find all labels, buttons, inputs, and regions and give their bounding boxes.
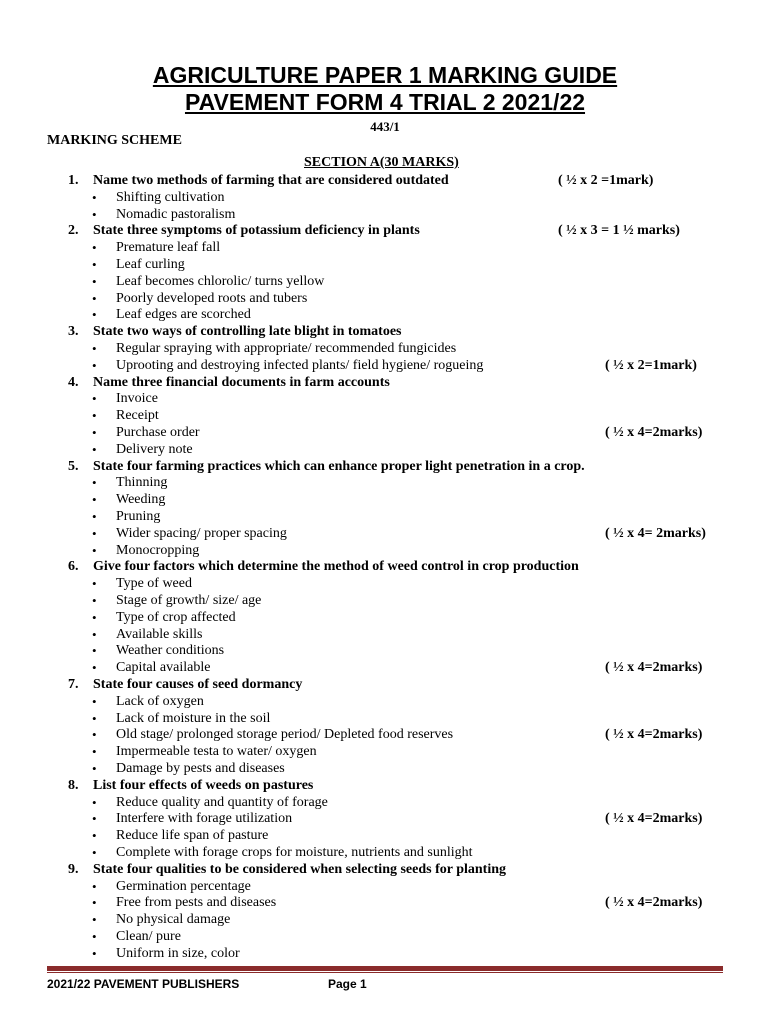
question-number: 5. bbox=[68, 458, 79, 474]
question-text: State four farming practices which can enhance proper light penetration in a crop. bbox=[93, 458, 585, 474]
answer-item bbox=[0, 743, 770, 760]
bullet-icon: • bbox=[92, 845, 97, 860]
answer-text: Purchase order bbox=[116, 425, 200, 440]
answer-text: Complete with forage crops for moisture, nutrients and sunlight bbox=[116, 845, 473, 860]
question-row bbox=[0, 861, 770, 878]
answer-item bbox=[0, 844, 770, 861]
answer-item bbox=[0, 189, 770, 206]
bullet-icon: • bbox=[92, 542, 97, 558]
answer-text: Thinning bbox=[116, 475, 168, 491]
question-number: 6. bbox=[68, 559, 79, 575]
answer-text: Regular spraying with appropriate/ recommended fungicides bbox=[116, 341, 457, 356]
question-row bbox=[0, 558, 770, 575]
answer-item bbox=[0, 794, 770, 811]
bullet-icon: • bbox=[92, 441, 97, 457]
question-row bbox=[0, 374, 770, 391]
answer-item bbox=[0, 693, 770, 710]
footer-divider bbox=[47, 966, 723, 971]
answer-text: Monocropping bbox=[116, 542, 200, 558]
mark-allocation: ( ½ x 2=1mark) bbox=[605, 357, 697, 373]
footer-publisher: 2021/22 PAVEMENT PUBLISHERS bbox=[47, 977, 240, 991]
question-number: 2. bbox=[68, 223, 79, 239]
bullet-icon: • bbox=[92, 693, 97, 709]
marking-scheme-label: MARKING SCHEME bbox=[47, 133, 182, 148]
answer-item bbox=[0, 928, 770, 945]
bullet-icon: • bbox=[92, 945, 97, 961]
bullet-icon: • bbox=[92, 929, 97, 944]
question-number: 1. bbox=[68, 173, 79, 188]
answer-text: Uniform in size, color bbox=[116, 945, 240, 961]
answer-text: Lack of oxygen bbox=[116, 693, 204, 709]
answer-item bbox=[0, 542, 770, 559]
answer-item bbox=[0, 911, 770, 928]
bullet-icon: • bbox=[92, 609, 97, 625]
question-row bbox=[0, 458, 770, 475]
footer-divider-thin bbox=[47, 972, 723, 973]
bullet-icon: • bbox=[92, 189, 97, 205]
footer-page-number: Page 1 bbox=[328, 977, 367, 991]
answer-item bbox=[0, 626, 770, 643]
question-row bbox=[0, 323, 770, 340]
question-number: 9. bbox=[68, 861, 79, 877]
answer-item bbox=[0, 474, 770, 491]
bullet-icon: • bbox=[92, 794, 97, 810]
answer-item bbox=[0, 710, 770, 727]
answer-text: Capital available bbox=[116, 660, 211, 676]
mark-allocation: ( ½ x 4=2marks) bbox=[605, 425, 703, 440]
mark-allocation: ( ½ x 4= 2marks) bbox=[605, 525, 706, 541]
bullet-icon: • bbox=[92, 828, 97, 844]
bullet-icon: • bbox=[92, 257, 97, 272]
answer-text: Damage by pests and diseases bbox=[116, 761, 285, 776]
question-number: 3. bbox=[68, 324, 79, 340]
answer-text: Invoice bbox=[116, 391, 158, 407]
bullet-icon: • bbox=[92, 273, 97, 289]
answer-item bbox=[0, 945, 770, 962]
answer-text: Leaf becomes chlorolic/ turns yellow bbox=[116, 273, 325, 289]
bullet-icon: • bbox=[92, 206, 97, 222]
answer-text: Poorly developed roots and tubers bbox=[116, 290, 308, 306]
paper-code: 443/1 bbox=[370, 119, 400, 134]
question-text: State four qualities to be considered when selecting seeds for planting bbox=[93, 861, 507, 877]
bullet-icon: • bbox=[92, 240, 97, 256]
answer-text: Germination percentage bbox=[116, 878, 251, 894]
answer-item bbox=[0, 407, 770, 424]
bullet-icon: • bbox=[92, 878, 97, 894]
question-number: 8. bbox=[68, 777, 79, 793]
answer-item bbox=[0, 575, 770, 592]
bullet-icon: • bbox=[92, 710, 97, 726]
answer-text: Available skills bbox=[116, 626, 203, 642]
answer-text: Weeding bbox=[116, 492, 166, 508]
answer-text: Leaf edges are scorched bbox=[116, 307, 251, 323]
question-row bbox=[0, 676, 770, 693]
answer-text: Lack of moisture in the soil bbox=[116, 710, 271, 726]
bullet-icon: • bbox=[92, 912, 97, 928]
question-number: 4. bbox=[68, 374, 79, 390]
question-text: Give four factors which determine the method of weed control in crop production bbox=[93, 559, 579, 575]
answer-item bbox=[0, 508, 770, 525]
question-text: State three symptoms of potassium deficiency in plants bbox=[93, 223, 420, 239]
bullet-icon: • bbox=[92, 425, 97, 440]
answer-text: Free from pests and diseases bbox=[116, 895, 277, 911]
answer-item bbox=[0, 239, 770, 256]
bullet-icon: • bbox=[92, 643, 97, 659]
answer-item bbox=[0, 592, 770, 609]
question-text: State two ways of controlling late blight in tomatoes bbox=[93, 324, 402, 340]
answer-item bbox=[0, 306, 770, 323]
bullet-icon: • bbox=[92, 660, 97, 676]
bullet-icon: • bbox=[92, 492, 97, 508]
bullet-icon: • bbox=[92, 290, 97, 306]
answer-text: No physical damage bbox=[116, 912, 231, 928]
answer-item bbox=[0, 642, 770, 659]
answer-text: Uprooting and destroying infected plants/ field hygiene/ rogueing bbox=[116, 357, 484, 373]
answer-text: Impermeable testa to water/ oxygen bbox=[116, 744, 317, 760]
answer-text: Reduce life span of pasture bbox=[116, 828, 269, 844]
answer-text: Type of weed bbox=[116, 576, 192, 592]
bullet-icon: • bbox=[92, 391, 97, 407]
answer-item bbox=[0, 609, 770, 626]
answer-text: Weather conditions bbox=[116, 643, 225, 659]
answer-text: Delivery note bbox=[116, 441, 193, 457]
answer-text: Pruning bbox=[116, 509, 161, 524]
answer-text: Old stage/ prolonged storage period/ Depleted food reserves bbox=[116, 727, 454, 743]
answer-text: Clean/ pure bbox=[116, 929, 181, 944]
answer-text: Premature leaf fall bbox=[116, 240, 221, 256]
answer-text: Shifting cultivation bbox=[116, 189, 225, 205]
title-line-1: AGRICULTURE PAPER 1 MARKING GUIDE bbox=[152, 62, 618, 88]
mark-allocation: ( ½ x 4=2marks) bbox=[605, 727, 703, 743]
bullet-icon: • bbox=[92, 525, 97, 541]
answer-text: Wider spacing/ proper spacing bbox=[116, 525, 287, 541]
title-line-2: PAVEMENT FORM 4 TRIAL 2 2021/22 bbox=[184, 89, 586, 115]
bullet-icon: • bbox=[92, 744, 97, 760]
bullet-icon: • bbox=[92, 727, 97, 743]
mark-allocation: ( ½ x 4=2marks) bbox=[605, 811, 703, 827]
bullet-icon: • bbox=[92, 761, 97, 776]
answer-text: Leaf curling bbox=[116, 257, 185, 272]
bullet-icon: • bbox=[92, 357, 97, 373]
answer-item bbox=[0, 878, 770, 895]
question-text: List four effects of weeds on pastures bbox=[93, 777, 314, 793]
answer-item bbox=[0, 290, 770, 307]
answer-item bbox=[0, 340, 770, 357]
mark-allocation: ( ½ x 4=2marks) bbox=[605, 660, 703, 676]
bullet-icon: • bbox=[92, 509, 97, 524]
question-row bbox=[0, 777, 770, 794]
bullet-icon: • bbox=[92, 626, 97, 642]
answer-text: Receipt bbox=[116, 408, 159, 424]
answer-text: Interfere with forage utilization bbox=[116, 811, 293, 827]
answer-item bbox=[0, 273, 770, 290]
bullet-icon: • bbox=[92, 408, 97, 424]
mark-allocation: ( ½ x 2 =1mark) bbox=[558, 173, 654, 188]
answer-text: Type of crop affected bbox=[116, 609, 236, 625]
answer-item bbox=[0, 256, 770, 273]
answer-text: Nomadic pastoralism bbox=[116, 206, 236, 222]
answer-item bbox=[0, 760, 770, 777]
question-text: Name three financial documents in farm accounts bbox=[93, 374, 390, 390]
answer-text: Reduce quality and quantity of forage bbox=[116, 794, 328, 810]
question-text: Name two methods of farming that are considered outdated bbox=[93, 173, 449, 188]
bullet-icon: • bbox=[92, 895, 97, 911]
bullet-icon: • bbox=[92, 811, 97, 827]
answer-item bbox=[0, 390, 770, 407]
answer-item bbox=[0, 491, 770, 508]
question-text: State four causes of seed dormancy bbox=[93, 677, 303, 692]
question-number: 7. bbox=[68, 677, 79, 692]
answer-item bbox=[0, 206, 770, 223]
bullet-icon: • bbox=[92, 307, 97, 323]
section-title: SECTION A(30 MARKS) bbox=[304, 155, 459, 170]
mark-allocation: ( ½ x 3 = 1 ½ marks) bbox=[558, 223, 680, 239]
mark-allocation: ( ½ x 4=2marks) bbox=[605, 895, 703, 911]
question-row bbox=[0, 172, 770, 189]
answer-item bbox=[0, 827, 770, 844]
bullet-icon: • bbox=[92, 475, 97, 491]
answer-item bbox=[0, 441, 770, 458]
bullet-icon: • bbox=[92, 341, 97, 356]
answer-text: Stage of growth/ size/ age bbox=[116, 593, 262, 608]
bullet-icon: • bbox=[92, 593, 97, 608]
bullet-icon: • bbox=[92, 576, 97, 592]
